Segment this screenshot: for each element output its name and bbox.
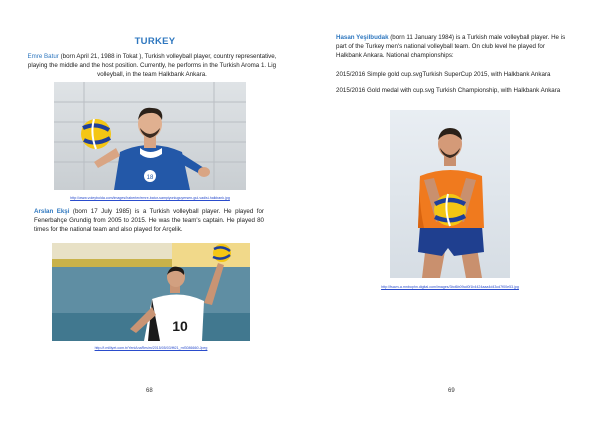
photo-illustration	[390, 110, 510, 278]
player-name-link[interactable]: Arslan Ekşi	[34, 208, 70, 215]
paragraph-text: (born April 21, 1988 in Tokat ), Turkish volleyball player, country representative, playing the middle and the host position. Currently, he performs in the Turkish Aroma 1. Lig volleyball, in the team Halkbank Ankara.	[27, 53, 277, 79]
hasan-yesilbudak-photo	[390, 110, 510, 278]
svg-text:18: 18	[146, 175, 154, 181]
photo-caption-link[interactable]: http://fsavn-a.mnbophn.digital.com/images/3bd6b09cd0f1b4424aaa4d43cd7f00e53.jpg	[381, 285, 519, 289]
photo-caption-link[interactable]: http://www.voleybolda.com/images/haberler/emre-batur-sampiyonluguyersen-gul-vadisi-halkbank.jpg	[70, 196, 230, 200]
page-number: 69	[448, 388, 455, 394]
paragraph-text: (born 17 July 1985) is a Turkish volleyball player. He played for Fenerbahçe Grundig from 2005 to 2015. He was the team's captain. He played 80 times for the national team and also played for Arçelik.	[34, 208, 264, 234]
right-page	[300, 0, 600, 424]
section-heading: TURKEY	[134, 36, 176, 47]
arslan-eksi-paragraph	[34, 207, 264, 235]
emre-batur-photo	[54, 82, 246, 190]
photo-illustration	[52, 243, 250, 341]
photo-illustration	[54, 82, 246, 190]
photo-caption-link[interactable]: http://i.milliyet.com.tr/YeniAnaResim/2015/05/03/fft21_mf3086660.Jpeg	[94, 346, 208, 350]
paragraph-text: (born 11 January 1984) is a Turkish male volleyball player. He is part of the Turkey men's national volleyball team. On club level he played for Halkbank Ankara. National championships:	[336, 34, 566, 60]
player-name-link[interactable]: Emre Batur	[27, 53, 59, 60]
hasan-yesilbudak-paragraph	[336, 33, 568, 61]
page-number: 68	[146, 388, 153, 394]
championship-item: 2015/2016 Simple gold cup.svgTurkish SuperCup 2015, with Halkbank Ankara	[336, 71, 551, 78]
svg-text:10: 10	[172, 318, 188, 334]
arslan-eksi-photo	[52, 243, 250, 341]
championship-item: 2015/2016 Gold medal with cup.svg Turkish Championship, with Halkbank Ankara	[336, 87, 561, 94]
emre-batur-paragraph	[22, 52, 282, 80]
player-name-link[interactable]: Hasan Yeşilbudak	[336, 34, 389, 41]
